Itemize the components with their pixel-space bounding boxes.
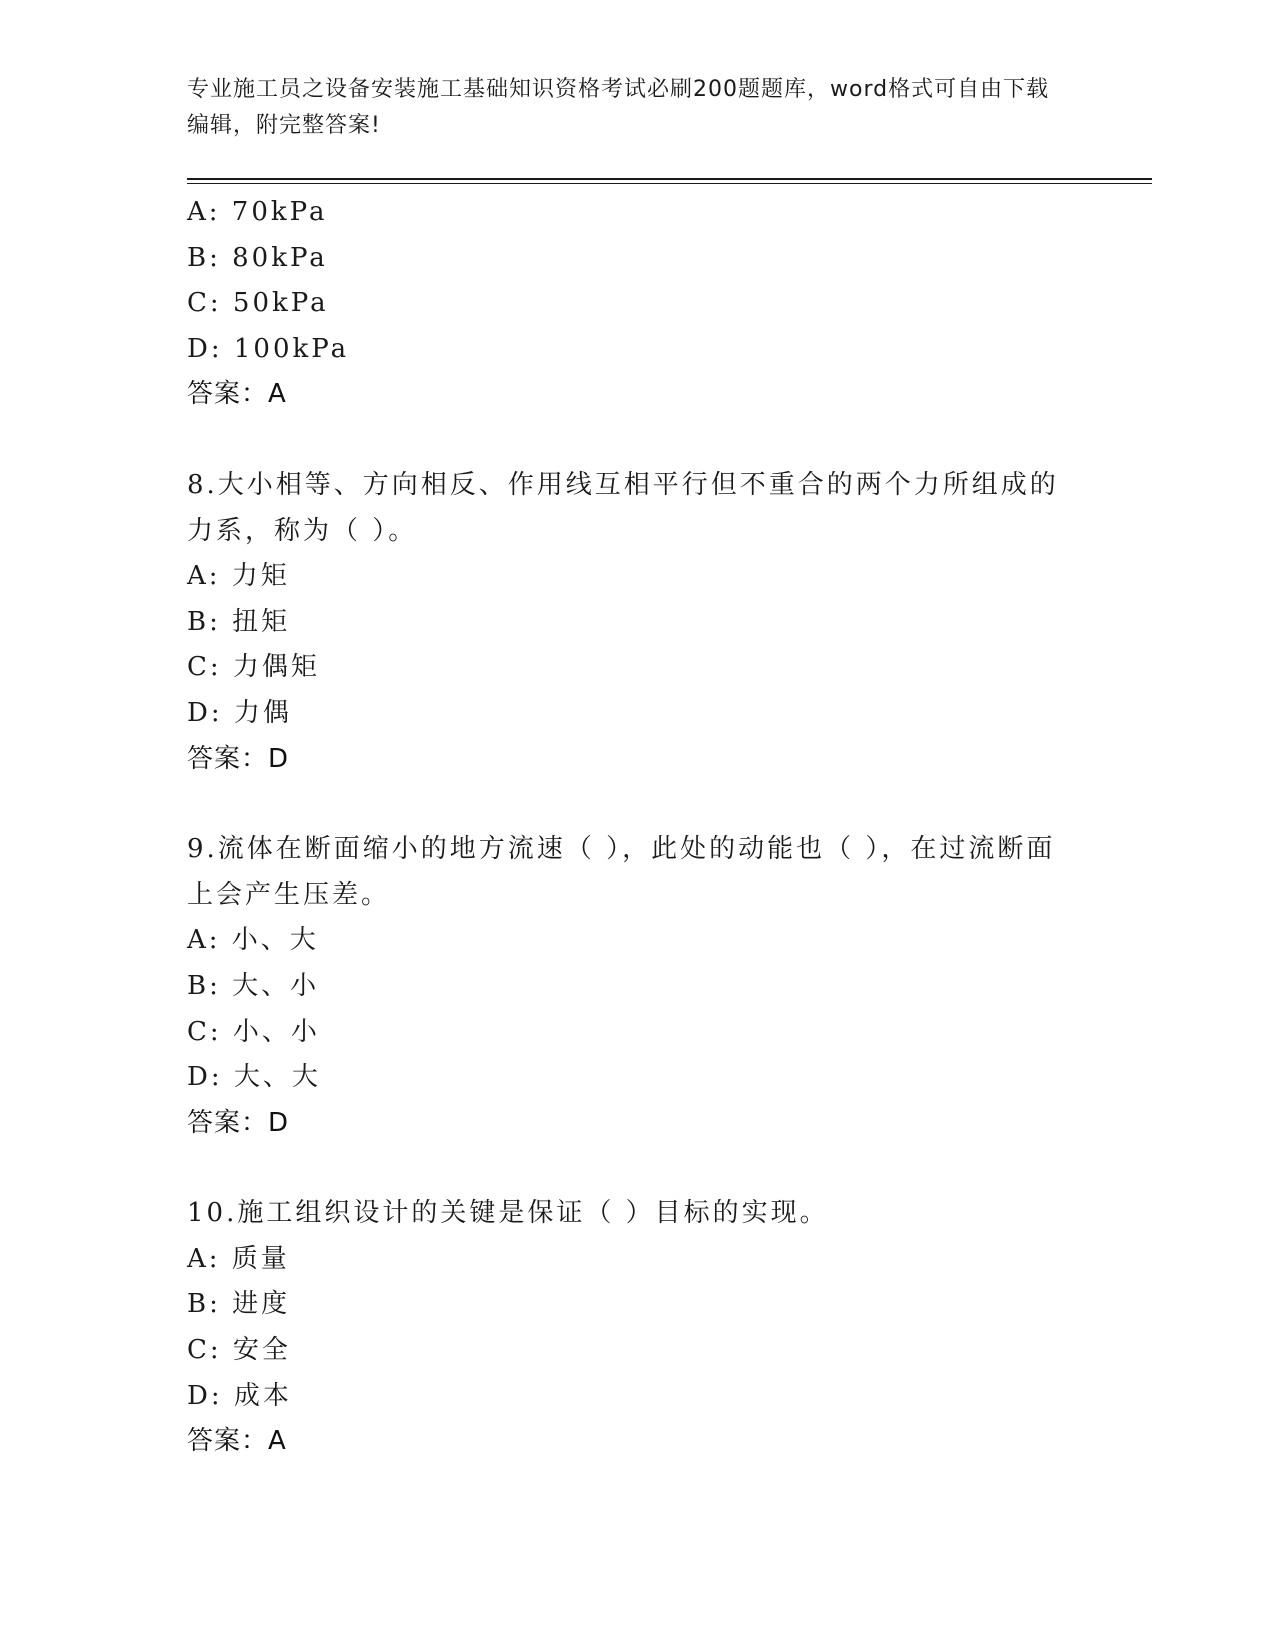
option-d: D: 100kPa (187, 333, 350, 364)
option-a: A: 质量 (187, 1243, 290, 1274)
question-list (187, 190, 1067, 1465)
header-divider-thick (187, 178, 1152, 180)
question-9-block (187, 827, 1067, 1146)
option-a: A: 小、大 (187, 925, 319, 956)
question-7-block (187, 190, 1067, 418)
option-a: A: 70kPa (187, 197, 328, 227)
option-c: C: 小、小 (187, 1016, 320, 1047)
header-divider-thin (187, 183, 1152, 184)
option-d: D: 成本 (187, 1380, 292, 1411)
answer-line: 答案：A (187, 379, 287, 410)
spacer (187, 782, 1067, 827)
spacer (187, 1146, 1067, 1191)
option-a: A: 力矩 (187, 561, 290, 592)
option-b: B: 大、小 (187, 970, 320, 1001)
spacer (187, 418, 1067, 463)
question-text: 10.施工组织设计的关键是保证（ ）目标的实现。 (187, 1198, 829, 1229)
answer-line: 答案：D (187, 743, 290, 774)
option-b: B: 扭矩 (187, 606, 291, 637)
option-c: C: 50kPa (187, 288, 329, 319)
question-10-block (187, 1191, 1067, 1465)
document-header-title: 专业施工员之设备安装施工基础知识资格考试必刷200题题库，word格式可自由下载编辑，附完整答案! (187, 77, 1050, 138)
question-8-block (187, 463, 1067, 782)
question-text: 9.流体在断面缩小的地方流速（ ），此处的动能也（ ），在过流断面上会产生压差。 (187, 834, 1056, 910)
option-d: D: 大、大 (187, 1062, 321, 1093)
answer-line: 答案：D (187, 1107, 290, 1138)
option-d: D: 力偶 (187, 697, 292, 728)
option-b: B: 80kPa (187, 242, 328, 273)
option-b: B: 进度 (187, 1289, 291, 1320)
option-c: C: 力偶矩 (187, 652, 320, 683)
answer-line: 答案：A (187, 1426, 287, 1457)
option-c: C: 安全 (187, 1335, 291, 1366)
question-text: 8.大小相等、方向相反、作用线互相平行但不重合的两个力所组成的力系，称为（ ）。 (187, 469, 1059, 546)
